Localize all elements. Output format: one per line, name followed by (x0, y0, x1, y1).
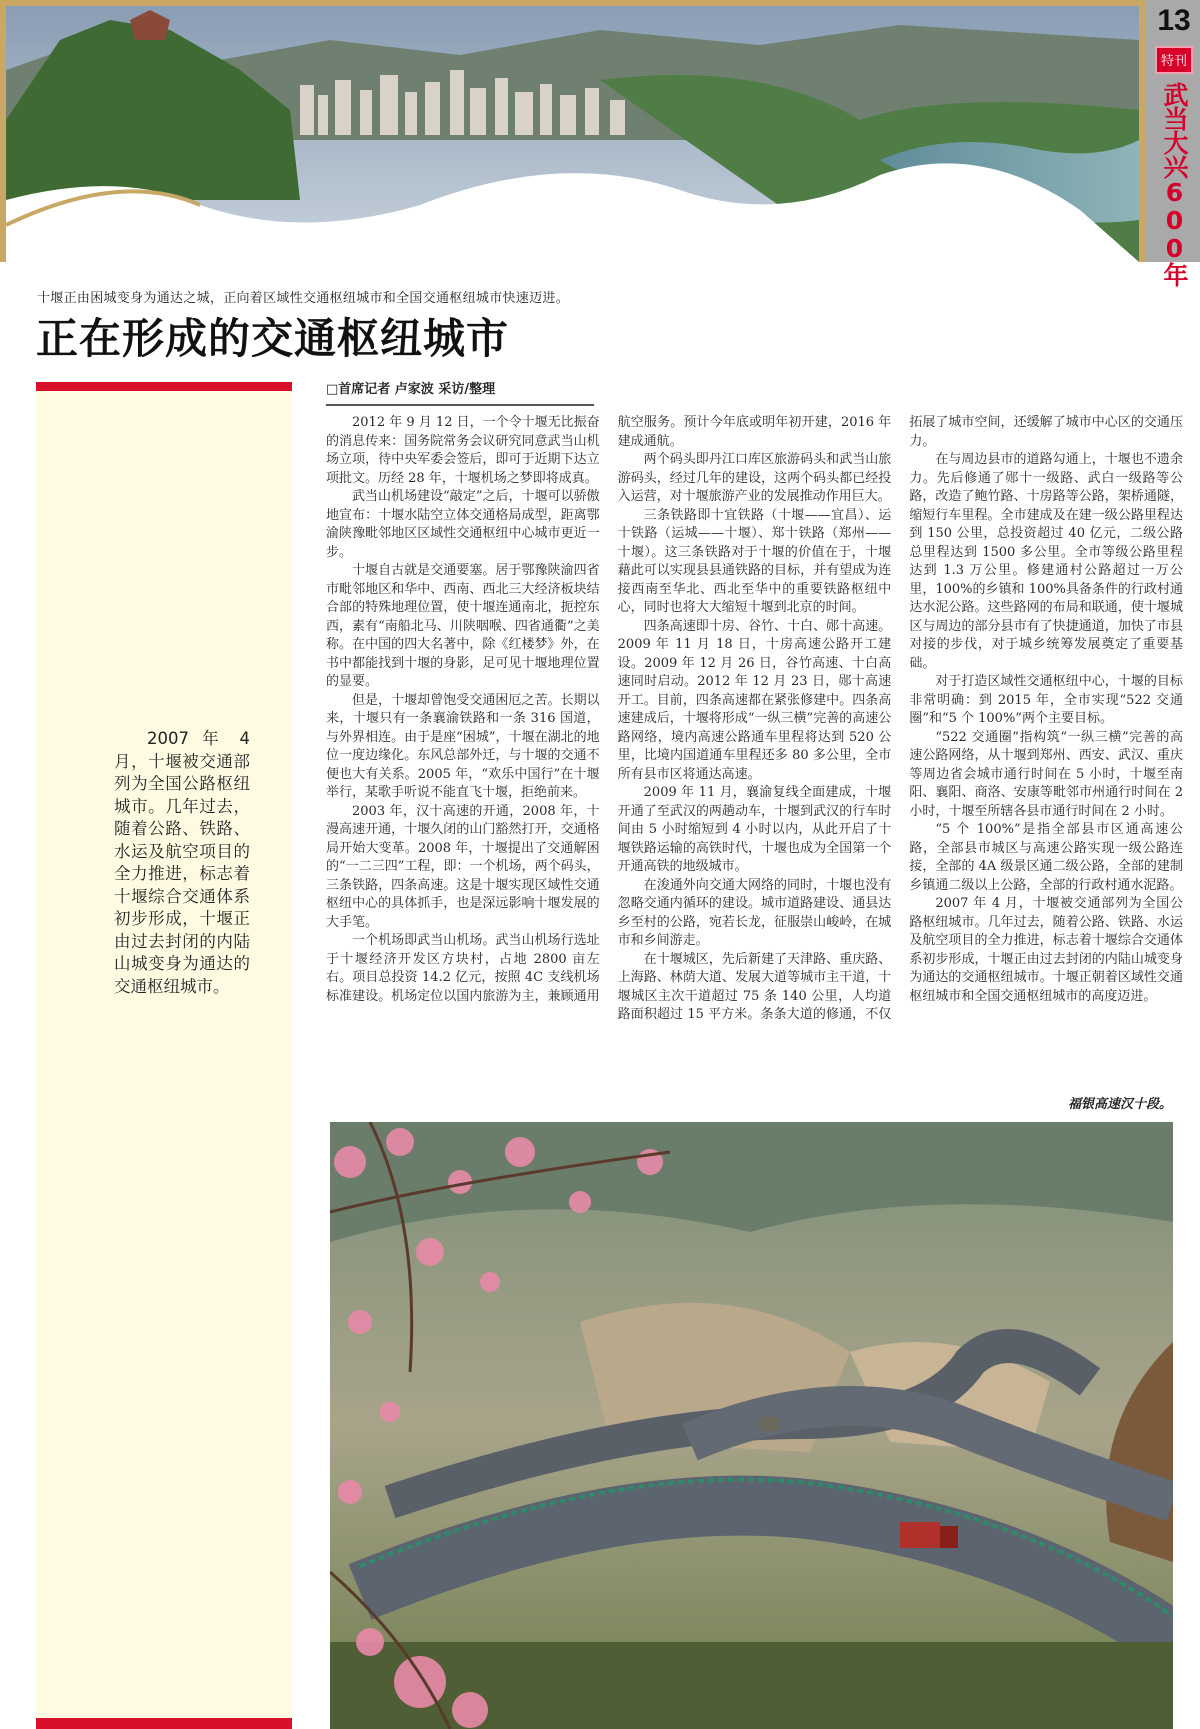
highway-photo-image (330, 1122, 1173, 1729)
header-banner-photo (0, 0, 1145, 262)
paragraph: 一个机场即武当山机场。武当山机场行选址于十堰经济开发区方块村，占地 2800 亩左右。项目总投资 14.2 亿元，按照 4C 支线机场标准建设。机场定位以国内旅游为主，兼顾通用航空服务。预计今年底或明年初开建，2016 年建成通航。 (326, 415, 892, 1004)
article-headline: 正在形成的交通枢纽城市 (36, 314, 510, 363)
series-title: 武当大兴600年 (1160, 82, 1189, 286)
paragraph: 2012 年 9 月 12 日，一个令十堰无比振奋的消息传来：国务院常务会议研究同意武当山机场立项，待中央军委会签后，即可于近期下达立项批文。历经 28 年，十堰机场之梦即将成真。 (326, 415, 600, 486)
paragraph: 在与周边县市的道路勾通上，十堰也不遗余力。先后修通了郧十一级路、武白一级路等公路，改造了鲍竹路、十房路等公路，架桥通隧，缩短行车里程。全市建成及在建一级公路里程达到 150 公里，总投资超过 40 亿元，二级公路总里程达到 1500 多公里。全市等级公路里程达到 1.3 万公里。修建通村公路超过一万公里，100%的乡镇和 100%具备条件的行政村通达水泥公路。这些路网的布局和联通，使十堰城区与周边的部分县市有了快捷通道，加快了市县对接的步伐，对于城乡统筹发展奠定了重要基础。 (909, 452, 1183, 671)
paragraph: 两个码头即丹江口库区旅游码头和武当山旅游码头，经过几年的建设，这两个码头都已经投入运营，对十堰旅游产业的发展推动作用巨大。 (617, 452, 892, 504)
paragraph: 四条高速即十房、谷竹、十白、郧十高速。2009 年 11 月 18 日，十房高速公路开工建设。2009 年 12 月 26 日，谷竹高速、十白高速同时启动。2012 年 12 月 23 日，郧十高速开工。目前，四条高速都在紧张修建中。四条高速建成后，十堰将形成“一纵三横”完善的高速公路网络，境内高速公路通车里程将达到 520 公里，比境内国道通车里程还多 80 多公里，全市所有县市区将通达高速。 (617, 618, 892, 782)
article-body (326, 414, 1183, 1025)
byline: □首席记者 卢家波 采访/整理 (326, 378, 594, 406)
article-deck: 十堰正由困城变身为通达之城，正向着区域性交通枢纽城市和全国交通枢纽城市快速迈进。 (37, 291, 570, 306)
special-edition-badge: 特刊 (1155, 46, 1193, 74)
paragraph: 对于打造区域性交通枢纽中心，十堰的目标非常明确：到 2015 年，全市实现“522 交通圈”和“5 个 100%”两个主要目标。 (909, 674, 1183, 726)
pull-quote-sidebar (36, 391, 292, 1718)
pull-quote: 2007 年 4 月，十堰被交通部列为全国公路枢纽城市。几年过去，随着公路、铁路、水运及航空项目的全力推进，标志着十堰综合交通体系初步形成，十堰正由过去封闭的内陆山城变身为通达的交通枢纽城市。 (114, 729, 250, 996)
paragraph: 三条铁路即十宜铁路（十堰——宜昌）、运十铁路（运城——十堰）、郑十铁路（郑州——十堰）。这三条铁路对于十堰的价值在于，十堰藉此可以实现县县通铁路的目标，并有望成为连接西南至华北、西北至华中的重要铁路枢纽中心，同时也将大大缩短十堰到北京的时间。 (617, 507, 892, 615)
photo-caption: 福银高速汉十段。 (1067, 1097, 1172, 1112)
paragraph: “522 交通圈”指构筑“一纵三横”完善的高速公路网络，从十堰到郑州、西安、武汉、重庆等周边省会城市通行时间在 5 小时，十堰至南阳、襄阳、商洛、安康等毗邻市州通行时间在 2 小时，十堰至所辖各县市通行时间在 2 小时。 (909, 729, 1183, 819)
sidebar-bottom-rule (36, 1718, 292, 1729)
paragraph: 在十堰城区，先后新建了天津路、重庆路、上海路、林荫大道、发展大道等城市主干道，十堰城区主次干道超过 75 条 140 公里，人均道路面积超过 15 平方米。条条大道的修通，不仅拓展了城市空间，还缓解了城市中心区的交通压力。 (617, 415, 1183, 1022)
paragraph: 在浚通外向交通大网络的同时，十堰也没有忽略交通内循环的建设。城市道路建设、通县达乡至村的公路，宛若长龙，征服崇山峻岭，在城市和乡间游走。 (617, 877, 892, 948)
paragraph: 2009 年 11 月，襄渝复线全面建成，十堰开通了至武汉的两趟动车，十堰到武汉的行车时间由 5 小时缩短到 4 小时以内，从此开启了十堰铁路运输的高铁时代，十堰也成为全国第一个开通高铁的地级城市。 (617, 785, 892, 874)
paragraph: 十堰自古就是交通要塞。居于鄂豫陕渝四省市毗邻地区和华中、西南、西北三大经济板块结合部的特殊地理位置，使十堰连通南北，扼控东西，素有“南船北马、川陕咽喉、四省通衢”之美称。在中国的四大名著中，除《红楼梦》外，在书中都能找到十堰的身影，足可见十堰地理位置的显要。 (326, 563, 600, 689)
highway-photo (330, 1122, 1173, 1729)
paragraph: 武当山机场建设“敲定”之后，十堰可以骄傲地宣布：十堰水陆空立体交通格局成型，距离鄂渝陕豫毗邻地区区域性交通枢纽中心城市更近一步。 (326, 489, 600, 560)
paragraph: 2003 年，汉十高速的开通，2008 年，十漫高速开通，十堰久闭的山门豁然打开，交通格局开始大变革。2008 年，十堰提出了交通解困的“一二三四”工程，即：一个机场，两个码头，三条铁路，四条高速。这是十堰实现区域性交通枢纽中心的具体抓手，也是深远影响十堰发展的大手笔。 (326, 803, 600, 930)
paragraph: 但是，十堰却曾饱受交通困厄之苦。长期以来，十堰只有一条襄渝铁路和一条 316 国道，与外界相连。由于是座“困城”，十堰在湖北的地位一度边缘化。东风总部外迁，与十堰的交通不便也大有关系。2005 年，“欢乐中国行”在十堰举行，某歌手听说不能直飞十堰，拒绝前来。 (326, 692, 600, 800)
sidebar-top-rule (36, 382, 292, 391)
wudang-panorama-image (0, 0, 1145, 262)
page-number: 13 (1157, 4, 1191, 37)
paragraph: 2007 年 4 月，十堰被交通部列为全国公路枢纽城市。几年过去，随着公路、铁路、水运及航空项目的全力推进，标志着十堰综合交通体系初步形成，十堰正由过去封闭的内陆山城变身为通达的交通枢纽城市。十堰正朝着区域性交通枢纽城市和全国交通枢纽城市的高度迈进。 (909, 896, 1183, 1004)
paragraph: “5 个 100%”是指全部县市区通高速公路，全部县市城区与高速公路实现一级公路连接，全部的 4A 级景区通二级公路，全部的建制乡镇通二级以上公路，全部的行政村通水泥路。 (909, 822, 1183, 893)
